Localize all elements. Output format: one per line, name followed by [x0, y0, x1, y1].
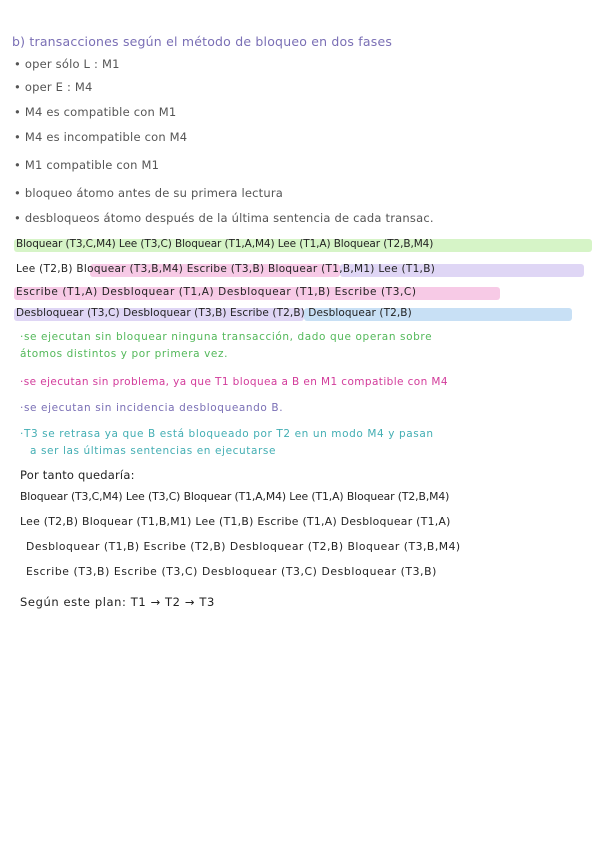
bullet-item: • M4 es compatible con M1	[14, 105, 177, 119]
page-title: b) transacciones según el método de bloqueo en dos fases	[12, 34, 393, 49]
note-purple: ·se ejecutan sin incidencia desbloqueando B.	[20, 402, 284, 414]
bullet-item: • M1 compatible con M1	[14, 158, 160, 172]
final-schedule-line: Escribe (T3,B) Escribe (T3,C) Desbloquear (T3,C) Desbloquear (T3,B)	[26, 565, 437, 578]
final-schedule-line: Desbloquear (T1,B) Escribe (T2,B) Desbloquear (T2,B) Bloquear (T3,B,M4)	[26, 540, 461, 553]
final-schedule-line: Bloquear (T3,C,M4) Lee (T3,C) Bloquear (T1,A,M4) Lee (T1,A) Bloquear (T2,B,M4)	[20, 490, 450, 503]
bullet-item: • desbloqueos átomo después de la última sentencia de cada transac.	[14, 211, 434, 225]
final-schedule-line: Lee (T2,B) Bloquear (T1,B,M1) Lee (T1,B) Escribe (T1,A) Desbloquear (T1,A)	[20, 515, 451, 528]
note-teal: ·T3 se retrasa ya que B está bloqueado por T2 en un modo M4 y pasan a ser las últimas sentencias en ejecutarse	[20, 428, 434, 457]
schedule-line: Lee (T2,B) Bloquear (T3,B,M4) Escribe (T3,B) Bloquear (T1,B,M1) Lee (T1,B)	[16, 263, 436, 275]
conclusion-heading: Por tanto quedaría:	[20, 468, 135, 482]
schedule-line: Desbloquear (T3,C) Desbloquear (T3,B) Escribe (T2,B) Desbloquear (T2,B)	[16, 307, 412, 319]
plan-summary: Según este plan: T1 → T2 → T3	[20, 595, 215, 609]
bullet-item: • M4 es incompatible con M4	[14, 130, 188, 144]
bullet-item: • oper E : M4	[14, 80, 93, 94]
bullet-item: • oper sólo L : M1	[14, 57, 120, 71]
note-green: ·se ejecutan sin bloquear ninguna transacción, dado que operan sobre átomos distintos y por primera vez.	[20, 331, 433, 360]
schedule-line: Bloquear (T3,C,M4) Lee (T3,C) Bloquear (T1,A,M4) Lee (T1,A) Bloquear (T2,B,M4)	[16, 238, 434, 250]
schedule-line: Escribe (T1,A) Desbloquear (T1,A) Desbloquear (T1,B) Escribe (T3,C)	[16, 286, 417, 298]
bullet-item: • bloqueo átomo antes de su primera lectura	[14, 186, 284, 200]
note-pink: ·se ejecutan sin problema, ya que T1 bloquea a B en M1 compatible con M4	[20, 376, 448, 388]
